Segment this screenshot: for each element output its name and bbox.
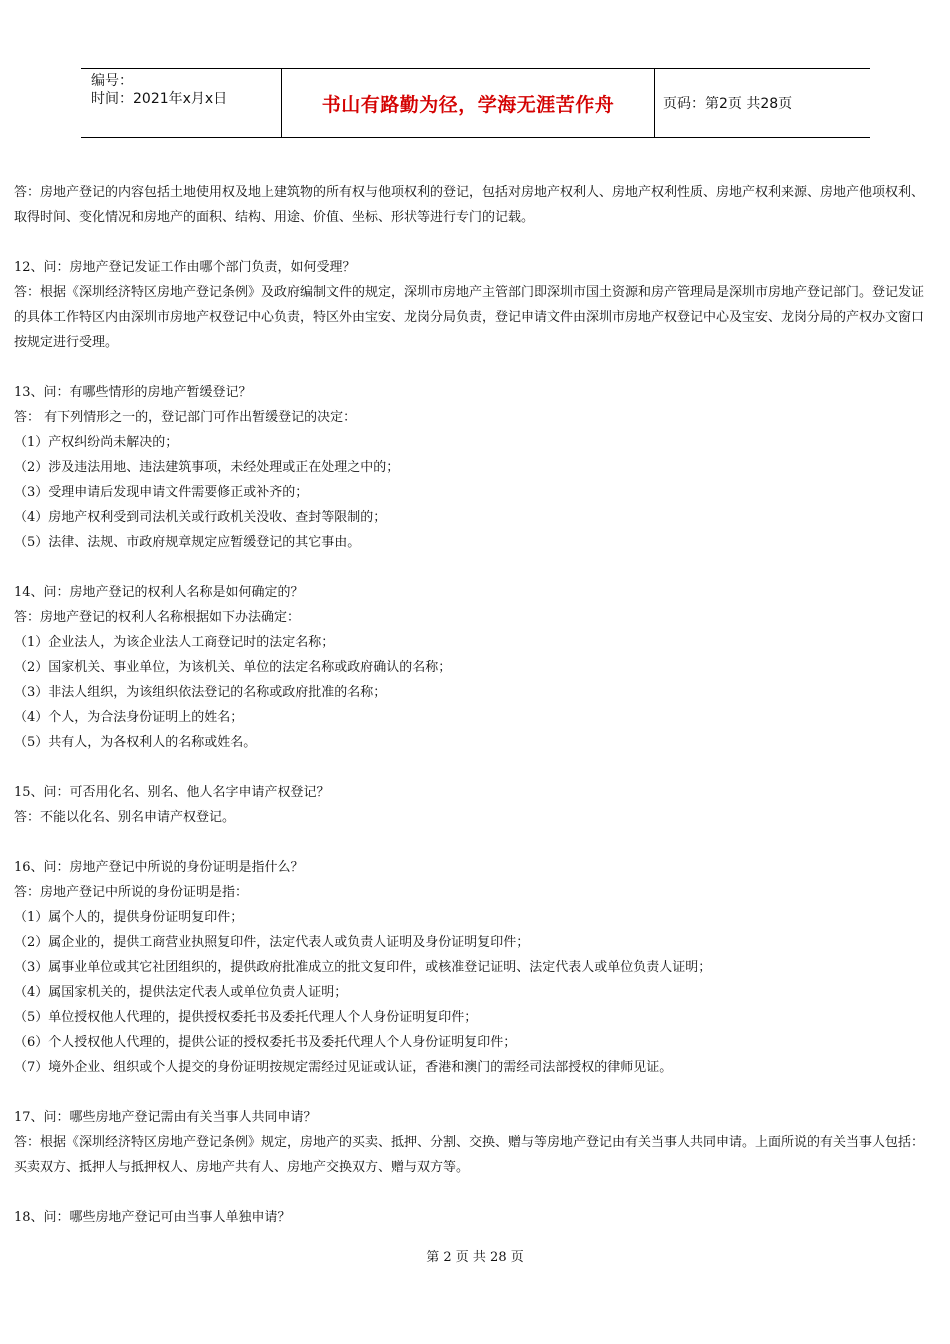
answer-line: （4）个人，为合法身份证明上的姓名； — [14, 710, 244, 725]
answer-line: （1）企业法人，为该企业法人工商登记时的法定名称； — [14, 635, 335, 650]
answer-line: （3）受理申请后发现申请文件需要修正或补齐的； — [14, 485, 309, 500]
qa-section — [14, 1105, 936, 1180]
question-line: 12、问：房地产登记发证工作由哪个部门负责，如何受理？ — [14, 260, 356, 275]
header-motto-cell — [282, 69, 655, 137]
answer-line: （2）国家机关、事业单位，为该机关、单位的法定名称或政府确认的名称； — [14, 660, 452, 675]
answer-line: （3）属事业单位或其它社团组织的，提供政府批准成立的批文复印件，或核准登记证明、法定代表人或单位负责人证明； — [14, 960, 712, 975]
answer-line: （5）法律、法规、市政府规章规定应暂缓登记的其它事由。 — [14, 535, 361, 550]
answer-line: （2）属企业的，提供工商营业执照复印件，法定代表人或负责人证明及身份证明复印件； — [14, 935, 530, 950]
qa-section — [14, 1205, 936, 1230]
answer-line: （4）属国家机关的，提供法定代表人或单位负责人证明； — [14, 985, 348, 1000]
answer-line: 答：不能以化名、别名申请产权登记。 — [14, 810, 236, 825]
answer-line: （3）非法人组织，为该组织依法登记的名称或政府批准的名称； — [14, 685, 387, 700]
qa-section — [14, 780, 936, 830]
answer-line: （5）共有人，为各权利人的名称或姓名。 — [14, 735, 257, 750]
qa-section — [14, 255, 936, 355]
answer-line: （1）属个人的，提供身份证明复印件； — [14, 910, 244, 925]
question-line: 17、问：哪些房地产登记需由有关当事人共同申请？ — [14, 1110, 317, 1125]
document-body — [14, 180, 936, 1255]
answer-line: （4）房地产权利受到司法机关或行政机关没收、查封等限制的； — [14, 510, 387, 525]
answer-line: 答：房地产登记中所说的身份证明是指： — [14, 885, 249, 900]
header-page-cell — [655, 69, 870, 137]
answer-line: （1）产权纠纷尚未解决的； — [14, 435, 179, 450]
header-page-number: 页码：第2页 共28页 — [663, 96, 793, 112]
answer-line: （5）单位授权他人代理的，提供授权委托书及委托代理人个人身份证明复印件； — [14, 1010, 478, 1025]
qa-section — [14, 855, 936, 1080]
answer-line: 答：房地产登记的内容包括土地使用权及地上建筑物的所有权与他项权利的登记，包括对房地产权利人、房地产权利性质、房地产权利来源、房地产他项权利、取得时间、变化情况和房地产的面积、结构、用途、价值、坐标、形状等进行专门的记载。 — [14, 185, 925, 225]
question-line: 16、问：房地产登记中所说的身份证明是指什么？ — [14, 860, 304, 875]
header-meta — [81, 69, 282, 137]
answer-line: 答：房地产登记的权利人名称根据如下办法确定： — [14, 610, 301, 625]
qa-section — [14, 180, 936, 230]
qa-section — [14, 380, 936, 555]
question-line: 14、问：房地产登记的权利人名称是如何确定的？ — [14, 585, 304, 600]
question-line: 15、问：可否用化名、别名、他人名字申请产权登记？ — [14, 785, 330, 800]
answer-line: 答：根据《深圳经济特区房地产登记条例》规定，房地产的买卖、抵押、分割、交换、赠与等房地产登记由有关当事人共同申请。上面所说的有关当事人包括：买卖双方、抵押人与抵押权人、房地产共有人、房地产交换双方、赠与双方等。 — [14, 1135, 925, 1175]
document-number-label: 编号： — [91, 73, 133, 89]
answer-line: 答： 有下列情形之一的，登记部门可作出暂缓登记的决定： — [14, 410, 357, 425]
qa-section — [14, 580, 936, 755]
question-line: 18、问：哪些房地产登记可由当事人单独申请？ — [14, 1210, 291, 1225]
answer-line: （6）个人授权他人代理的，提供公证的授权委托书及委托代理人个人身份证明复印件； — [14, 1035, 517, 1050]
document-time-label: 时间：2021年x月x日 — [91, 91, 228, 107]
question-line: 13、问：有哪些情形的房地产暂缓登记？ — [14, 385, 252, 400]
header-motto: 书山有路勤为径，学海无涯苦作舟 — [321, 93, 615, 116]
footer-page-number: 第 2 页 共 28 页 — [426, 1250, 524, 1265]
page-footer — [0, 1246, 950, 1265]
answer-line: （7）境外企业、组织或个人提交的身份证明按规定需经过见证或认证，香港和澳门的需经司法部授权的律师见证。 — [14, 1060, 673, 1075]
answer-line: （2）涉及违法用地、违法建筑事项，未经处理或正在处理之中的； — [14, 460, 400, 475]
page-header — [81, 68, 870, 138]
answer-line: 答：根据《深圳经济特区房地产登记条例》及政府编制文件的规定，深圳市房地产主管部门即深圳市国土资源和房产管理局是深圳市房地产登记部门。登记发证的具体工作特区内由深圳市房地产权登记中心负责，特区外由宝安、龙岗分局负责，登记申请文件由深圳市房地产权登记中心及宝安、龙岗分局的产权办文窗口按规定进行受理。 — [14, 285, 925, 350]
